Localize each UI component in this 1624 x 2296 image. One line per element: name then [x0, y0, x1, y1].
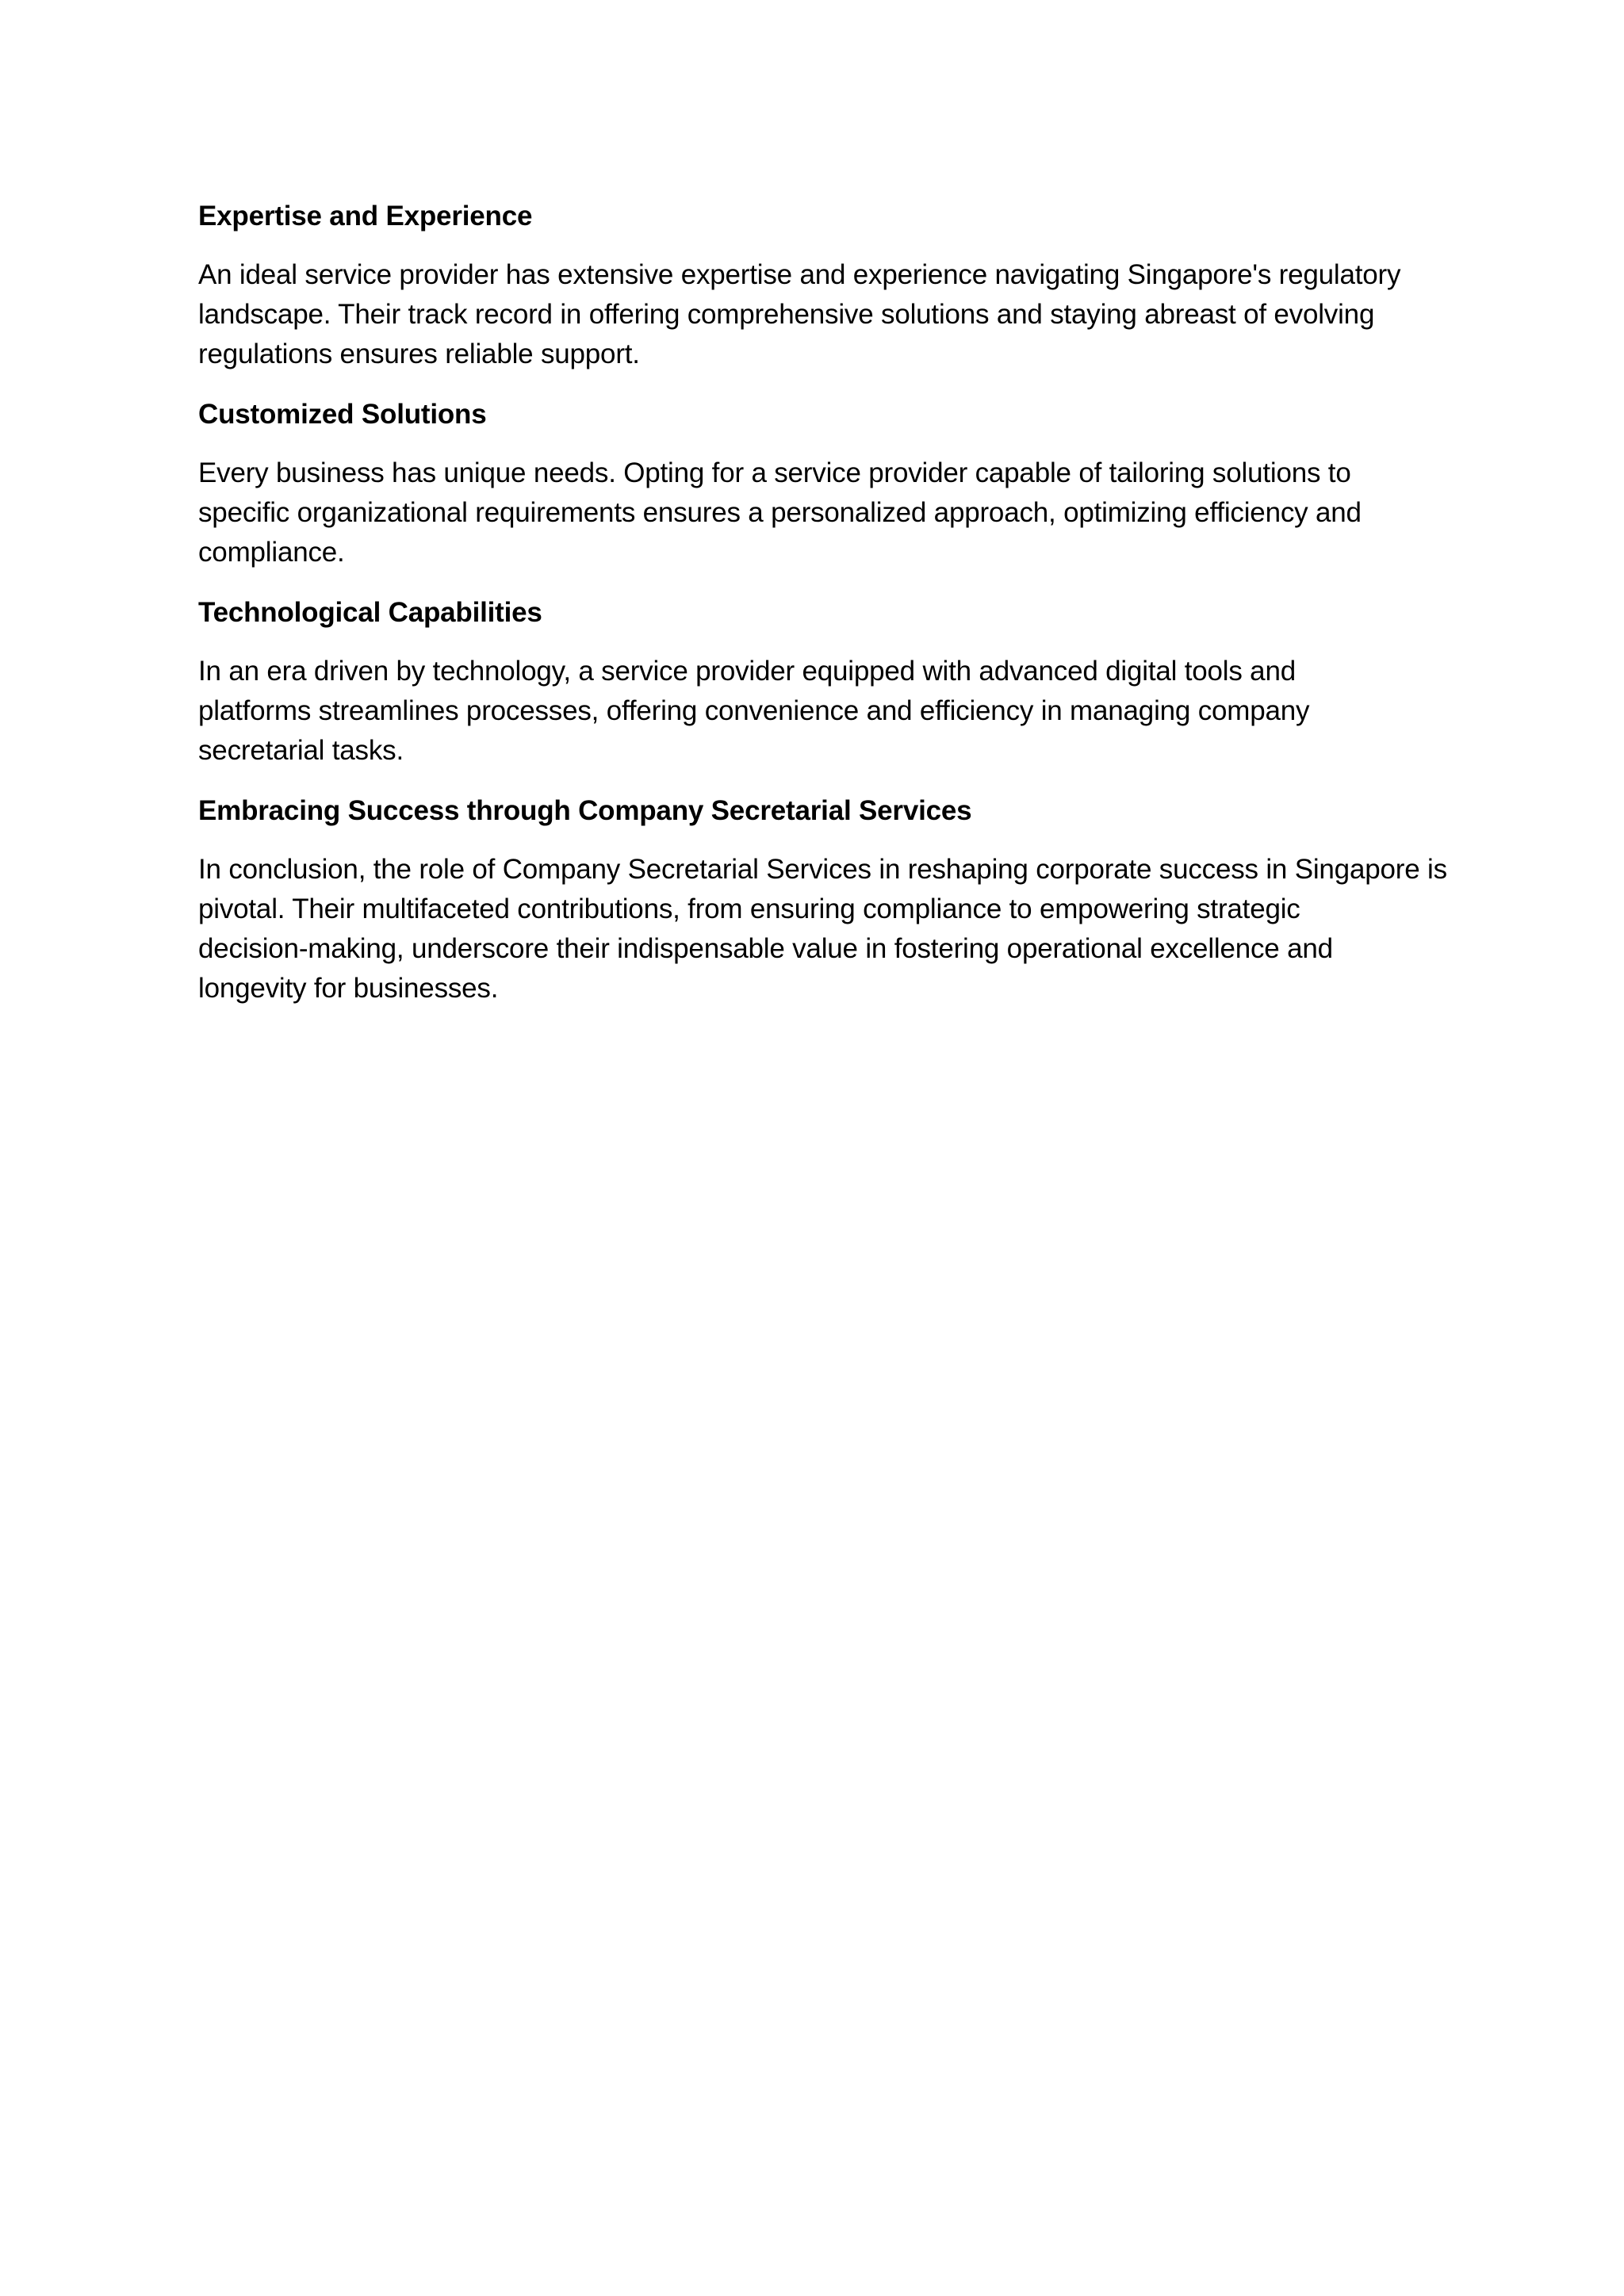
paragraph-line: landscape. Their track record in offering comprehensive solutions and staying abreast of evolving — [198, 299, 1375, 330]
section-paragraph — [198, 255, 1451, 374]
section-technological-capabilities — [198, 593, 1451, 771]
section-heading: Embracing Success through Company Secretarial Services — [198, 795, 972, 826]
paragraph-line: An ideal service provider has extensive expertise and experience navigating Singapore's regulatory — [198, 259, 1401, 290]
paragraph-line: specific organizational requirements ensures a personalized approach, optimizing efficiency and — [198, 497, 1362, 528]
paragraph-line: platforms streamlines processes, offering convenience and efficiency in managing company — [198, 695, 1310, 726]
section-customized-solutions — [198, 395, 1451, 572]
section-heading: Customized Solutions — [198, 399, 487, 430]
section-heading: Expertise and Experience — [198, 201, 533, 232]
section-paragraph — [198, 850, 1451, 1008]
section-paragraph — [198, 652, 1451, 771]
section-heading: Technological Capabilities — [198, 597, 542, 628]
paragraph-line: longevity for businesses. — [198, 973, 499, 1004]
document-body — [198, 197, 1451, 1029]
paragraph-line: In conclusion, the role of Company Secretarial Services in reshaping corporate success in Singapore is — [198, 854, 1447, 885]
paragraph-line: regulations ensures reliable support. — [198, 339, 640, 369]
section-embracing-success — [198, 791, 1451, 1008]
paragraph-line: compliance. — [198, 537, 345, 568]
paragraph-line: secretarial tasks. — [198, 735, 404, 766]
paragraph-line: decision-making, underscore their indispensable value in fostering operational excellence and — [198, 933, 1333, 964]
section-paragraph — [198, 453, 1451, 572]
paragraph-line: pivotal. Their multifaceted contributions, from ensuring compliance to empowering strategic — [198, 894, 1300, 924]
paragraph-line: Every business has unique needs. Opting for a service provider capable of tailoring solutions to — [198, 457, 1351, 488]
section-expertise — [198, 197, 1451, 374]
paragraph-line: In an era driven by technology, a service provider equipped with advanced digital tools and — [198, 656, 1296, 687]
